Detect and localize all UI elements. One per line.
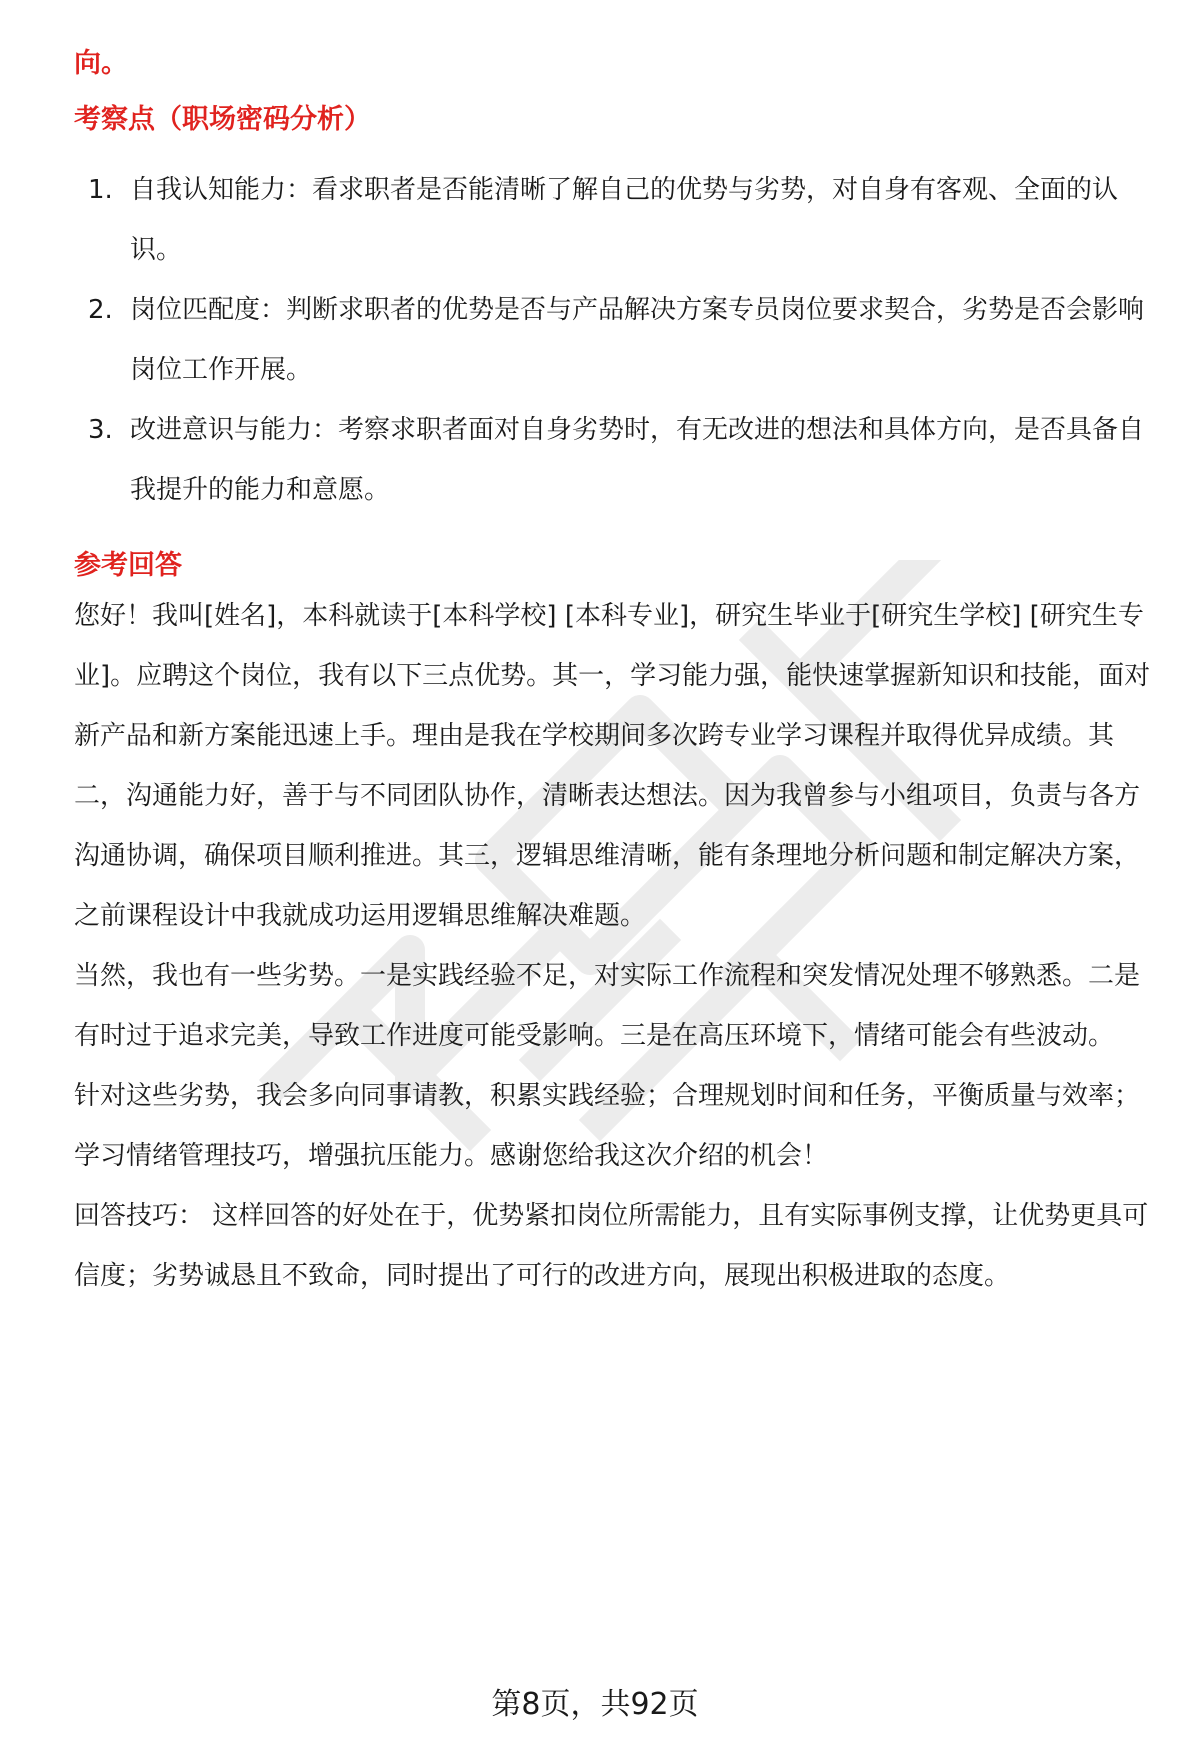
- list-item-text: 改进意识与能力：考察求职者面对自身劣势时，有无改进的想法和具体方向，是否具备自我提升的能力和意愿。: [130, 415, 1145, 505]
- kaocha-point-3: [74, 400, 1164, 520]
- list-item-text: 自我认知能力：看求职者是否能清晰了解自己的优势与劣势，对自身有客观、全面的认识。: [130, 175, 1119, 265]
- list-number: 3.: [88, 415, 113, 445]
- answer-tip-paragraph: 回答技巧： 这样回答的好处在于，优势紧扣岗位所需能力，且有实际事例支撑，让优势更具可信度；劣势诚恳且不致命，同时提出了可行的改进方向，展现出积极进取的态度。: [74, 1201, 1149, 1291]
- answer-weakness-paragraph: 当然，我也有一些劣势。一是实践经验不足，对实际工作流程和突发情况处理不够熟悉。二是有时过于追求完美，导致工作进度可能受影响。三是在高压环境下，情绪可能会有些波动。: [74, 961, 1141, 1051]
- answer-intro-paragraph: 您好！我叫[姓名]，本科就读于[本科学校] [本科专业]，研究生毕业于[研究生学校] [研究生专业]。应聘这个岗位，我有以下三点优势。其一，学习能力强，能快速掌握新知识和技能，面对新产品和新方案能迅速上手。理由是我在学校期间多次跨专业学习课程并取得优异成绩。其二，沟通能力好，善于与不同团队协作，清晰表达想法。因为我曾参与小组项目，负责与各方沟通协调，确保项目顺利推进。其三，逻辑思维清晰，能有条理地分析问题和制定解决方案，之前课程设计中我就成功运用逻辑思维解决难题。: [74, 601, 1151, 931]
- section-title-answer: 参考回答: [74, 550, 182, 581]
- list-number: 2.: [88, 295, 113, 325]
- continued-text: 向。: [74, 48, 128, 79]
- page-content: [74, 44, 1164, 1306]
- list-item-text: 岗位匹配度：判断求职者的优势是否与产品解决方案专员岗位要求契合，劣势是否会影响岗位工作开展。: [130, 295, 1145, 385]
- answer-improvement-paragraph: 针对这些劣势，我会多向同事请教，积累实践经验；合理规划时间和任务，平衡质量与效率；学习情绪管理技巧，增强抗压能力。感谢您给我这次介绍的机会！: [74, 1081, 1141, 1171]
- kaocha-point-2: [74, 280, 1164, 400]
- list-number: 1.: [88, 175, 113, 205]
- section-title-kaocha: 考察点（职场密码分析）: [74, 104, 371, 135]
- page-number-footer: 第8页，共92页: [491, 1687, 699, 1722]
- kaocha-points-list: [74, 160, 1164, 520]
- kaocha-point-1: [74, 160, 1164, 280]
